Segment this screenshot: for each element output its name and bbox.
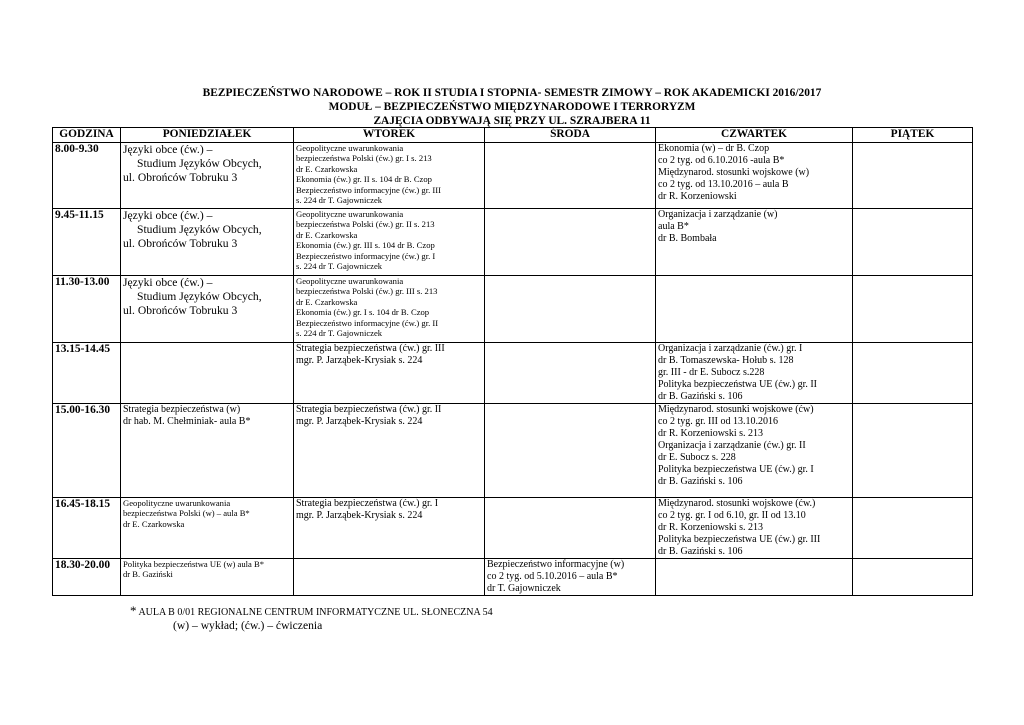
cell-line: gr. III - dr E. Subocz s.228 xyxy=(658,367,765,378)
col-header-czwartek: CZWARTEK xyxy=(656,128,853,143)
cell-fri xyxy=(853,343,973,404)
col-header-sroda: ŚRODA xyxy=(485,128,656,143)
cell-fri xyxy=(853,498,973,559)
cell-thu xyxy=(656,343,853,404)
cell-line: s. 224 dr T. Gajowniczek xyxy=(296,328,383,339)
cell-line: dr E. Czarkowska xyxy=(296,296,358,307)
cell-line: Studium Języków Obcych, xyxy=(137,157,262,170)
time-slot: 9.45-11.15 xyxy=(53,209,121,276)
footer-legend: (w) – wykład; (ćw.) – ćwiczenia xyxy=(173,619,323,632)
cell-thu xyxy=(656,559,853,596)
cell-line: aula B* xyxy=(658,221,689,232)
cell-line: Ekonomia (ćw.) gr. I s. 104 dr B. Czop xyxy=(296,307,430,318)
cell-wed xyxy=(485,498,656,559)
cell-line: dr E. Czarkowska xyxy=(296,229,358,240)
table-row xyxy=(53,559,973,596)
cell-line: Organizacja i zarządzanie (w) xyxy=(658,209,778,220)
cell-mon xyxy=(121,404,294,498)
cell-line: Polityka bezpieczeństwa UE (ćw.) gr. II xyxy=(658,379,818,390)
cell-tue xyxy=(294,143,485,209)
cell-line: Bezpieczeństwo informacyjne (ćw.) gr. II xyxy=(296,317,439,328)
cell-line: dr B. Gaziński s. 106 xyxy=(658,391,743,402)
cell-thu xyxy=(656,498,853,559)
cell-wed xyxy=(485,209,656,276)
cell-line: co 2 tyg. gr. III od 13.10.2016 xyxy=(658,416,778,427)
cell-thu xyxy=(656,143,853,209)
cell-line: Bezpieczeństwo informacyjne (ćw.) gr. I xyxy=(296,250,436,261)
table-row xyxy=(53,209,973,276)
cell-line: mgr. P. Jarząbek-Krysiak s. 224 xyxy=(296,416,423,427)
table-row xyxy=(53,143,973,209)
cell-line: Geopolityczne uwarunkowania xyxy=(296,209,404,219)
time-slot: 18.30-20.00 xyxy=(53,559,121,596)
cell-line: co 2 tyg. od 5.10.2016 – aula B* xyxy=(487,571,618,582)
cell-line: Międzynarod. stosunki wojskowe (ćw) xyxy=(658,404,814,415)
cell-line: Polityka bezpieczeństwa UE (ćw.) gr. I xyxy=(658,464,814,475)
cell-line: Strategia bezpieczeństwa (ćw.) gr. II xyxy=(296,404,442,415)
cell-line: dr B. Gaziński s. 106 xyxy=(658,476,743,487)
cell-line: Geopolityczne uwarunkowania xyxy=(296,276,404,286)
cell-mon xyxy=(121,209,294,276)
cell-tue xyxy=(294,343,485,404)
cell-line: Organizacja i zarządzanie (ćw.) gr. II xyxy=(658,440,806,451)
cell-mon xyxy=(121,343,294,404)
title-line-2: MODUŁ – BEZPIECZEŃSTWO MIĘDZYNARODOWE I TERRORYZM xyxy=(328,101,696,113)
table-row xyxy=(53,404,973,498)
cell-line: ul. Obrońców Tobruku 3 xyxy=(123,171,238,184)
cell-line: ul. Obrońców Tobruku 3 xyxy=(123,237,238,250)
cell-wed xyxy=(485,404,656,498)
col-header-piatek: PIĄTEK xyxy=(853,128,973,143)
cell-line: Języki obce (ćw.) – xyxy=(123,209,213,222)
cell-thu xyxy=(656,276,853,343)
cell-tue xyxy=(294,276,485,343)
col-header-godzina: GODZINA xyxy=(53,128,121,143)
cell-tue xyxy=(294,498,485,559)
cell-line: Strategia bezpieczeństwa (ćw.) gr. III xyxy=(296,343,445,354)
cell-fri xyxy=(853,404,973,498)
cell-line: ul. Obrońców Tobruku 3 xyxy=(123,304,238,317)
cell-line: dr hab. M. Chełminiak- aula B* xyxy=(123,416,251,427)
title-line-1: BEZPIECZEŃSTWO NARODOWE – ROK II STUDIA I STOPNIA- SEMESTR ZIMOWY – ROK AKADEMICKI 2016/2017 xyxy=(202,87,822,99)
cell-line: bezpieczeństwa Polski (ćw.) gr. III s. 213 xyxy=(296,286,438,297)
cell-tue xyxy=(294,209,485,276)
cell-line: dr B. Gaziński xyxy=(123,569,173,580)
cell-line: dr B. Gaziński s. 106 xyxy=(658,546,743,557)
table-row xyxy=(53,498,973,559)
cell-line: dr E. Czarkowska xyxy=(296,163,358,174)
cell-line: co 2 tyg. od 6.10.2016 -aula B* xyxy=(658,155,785,166)
cell-line: dr T. Gajowniczek xyxy=(487,583,561,594)
cell-line: Ekonomia (ćw.) gr. III s. 104 dr B. Czop xyxy=(296,240,435,251)
time-slot: 15.00-16.30 xyxy=(53,404,121,498)
cell-wed xyxy=(485,143,656,209)
footer-note-text: AULA B 0/01 REGIONALNE CENTRUM INFORMATYCZNE UL. SŁONECZNA 54 xyxy=(138,607,493,618)
col-header-wtorek: WTOREK xyxy=(294,128,485,143)
cell-line: Międzynarod. stosunki wojskowe (ćw.) xyxy=(658,498,816,509)
cell-mon xyxy=(121,143,294,209)
cell-line: s. 224 dr T. Gajowniczek xyxy=(296,261,383,272)
cell-line: Międzynarod. stosunki wojskowe (w) xyxy=(658,167,810,178)
cell-line: dr E. Subocz s. 228 xyxy=(658,452,736,463)
cell-line: dr E. Czarkowska xyxy=(123,518,185,529)
document-header xyxy=(52,86,972,128)
cell-line: Języki obce (ćw.) – xyxy=(123,143,213,156)
title-line-3: ZAJĘCIA ODBYWAJĄ SIĘ PRZY UL. SZRAJBERA 11 xyxy=(373,115,651,127)
cell-fri xyxy=(853,276,973,343)
cell-line: dr R. Korzeniowski s. 213 xyxy=(658,428,763,439)
cell-line: co 2 tyg. od 13.10.2016 – aula B xyxy=(658,179,789,190)
col-header-poniedzialek: PONIEDZIAŁEK xyxy=(121,128,294,143)
table-row xyxy=(53,276,973,343)
cell-mon xyxy=(121,276,294,343)
cell-line: Studium Języków Obcych, xyxy=(137,223,262,236)
cell-line: bezpieczeństwa Polski (w) – aula B* xyxy=(123,508,250,519)
time-slot: 16.45-18.15 xyxy=(53,498,121,559)
time-slot: 13.15-14.45 xyxy=(53,343,121,404)
cell-thu xyxy=(656,404,853,498)
time-slot: 8.00-9.30 xyxy=(53,143,121,209)
cell-line: Polityka bezpieczeństwa UE (ćw.) gr. III xyxy=(658,534,821,545)
cell-line: Bezpieczeństwo informacyjne (ćw.) gr. III xyxy=(296,184,441,195)
cell-line: Ekonomia (w) – dr B. Czop xyxy=(658,143,770,154)
cell-fri xyxy=(853,559,973,596)
cell-line: mgr. P. Jarząbek-Krysiak s. 224 xyxy=(296,510,423,521)
cell-line: Organizacja i zarządzanie (ćw.) gr. I xyxy=(658,343,803,354)
table-row xyxy=(53,343,973,404)
cell-fri xyxy=(853,143,973,209)
cell-line: mgr. P. Jarząbek-Krysiak s. 224 xyxy=(296,355,423,366)
cell-line: Ekonomia (ćw.) gr. II s. 104 dr B. Czop xyxy=(296,174,432,185)
cell-mon xyxy=(121,498,294,559)
cell-line: Języki obce (ćw.) – xyxy=(123,276,213,289)
cell-wed xyxy=(485,559,656,596)
cell-line: s. 224 dr T. Gajowniczek xyxy=(296,195,383,206)
cell-thu xyxy=(656,209,853,276)
cell-line: co 2 tyg. gr. I od 6.10, gr. II od 13.10 xyxy=(658,510,806,521)
cell-line: bezpieczeństwa Polski (ćw.) gr. I s. 213 xyxy=(296,153,432,164)
cell-line: dr B. Bombała xyxy=(658,233,717,244)
header-row xyxy=(53,128,973,143)
cell-line: dr R. Korzeniowski xyxy=(658,191,737,202)
cell-line: Studium Języków Obcych, xyxy=(137,290,262,303)
cell-mon xyxy=(121,559,294,596)
cell-line: Bezpieczeństwo informacyjne (w) xyxy=(487,559,625,570)
time-slot: 11.30-13.00 xyxy=(53,276,121,343)
footer-note xyxy=(130,604,493,620)
cell-line: Strategia bezpieczeństwa (ćw.) gr. I xyxy=(296,498,439,509)
cell-line: bezpieczeństwa Polski (ćw.) gr. II s. 213 xyxy=(296,219,435,230)
schedule-table xyxy=(52,127,973,596)
cell-tue xyxy=(294,559,485,596)
cell-line: Strategia bezpieczeństwa (w) xyxy=(123,404,241,415)
cell-line: Geopolityczne uwarunkowania xyxy=(123,498,231,508)
cell-wed xyxy=(485,276,656,343)
cell-fri xyxy=(853,209,973,276)
cell-wed xyxy=(485,343,656,404)
cell-line: Polityka bezpieczeństwa UE (w) aula B* xyxy=(123,559,265,569)
cell-tue xyxy=(294,404,485,498)
cell-line: dr B. Tomaszewska- Hołub s. 128 xyxy=(658,355,794,366)
cell-line: Geopolityczne uwarunkowania xyxy=(296,143,404,153)
cell-line: dr R. Korzeniowski s. 213 xyxy=(658,522,763,533)
asterisk-mark: * xyxy=(130,603,137,618)
